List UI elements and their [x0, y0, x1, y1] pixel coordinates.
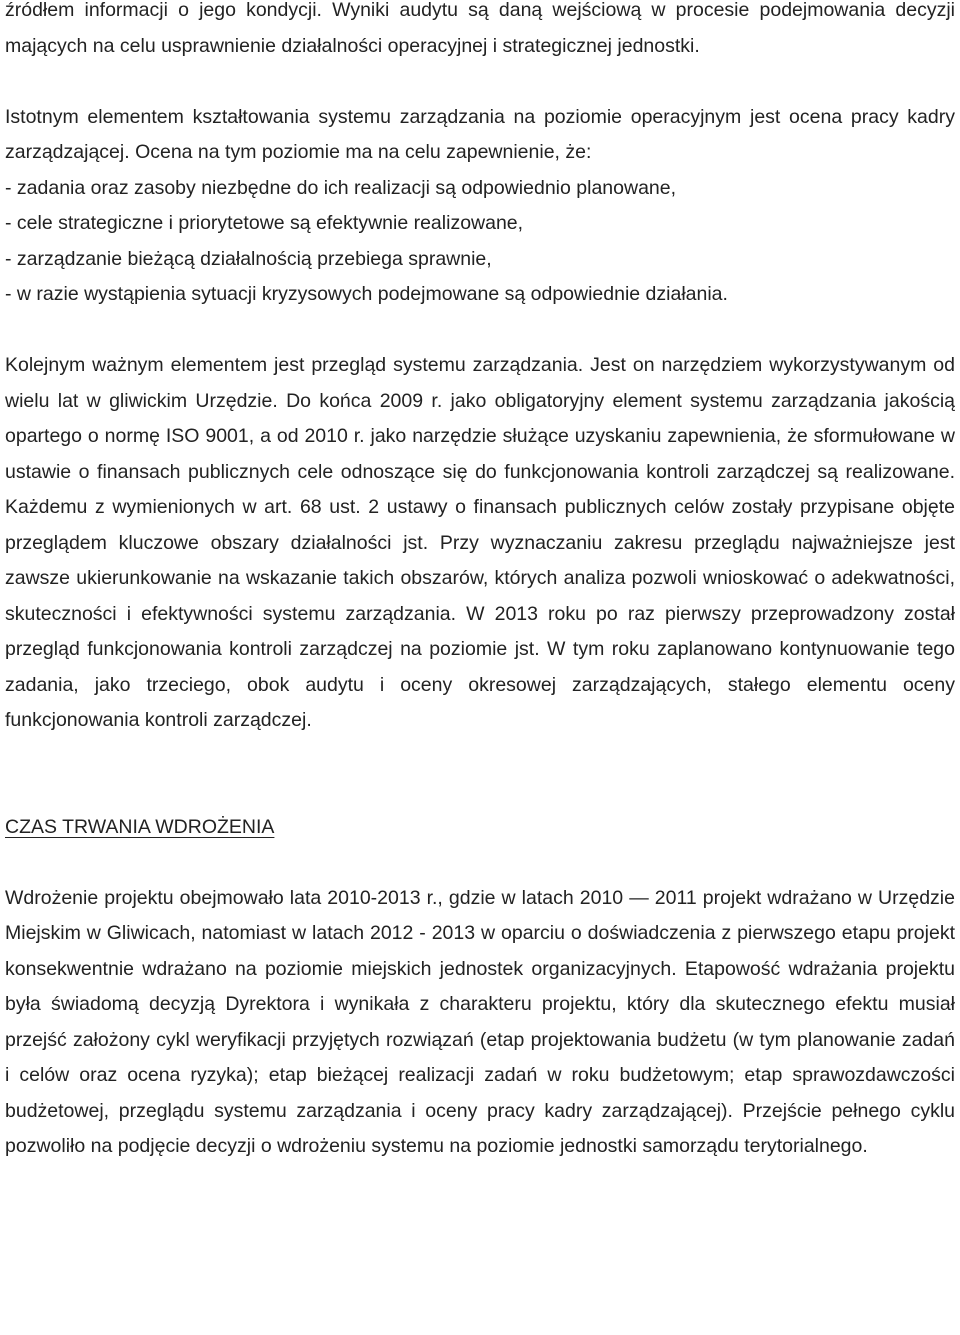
paragraph-implementation-period: Wdrożenie projektu obejmowało lata 2010-2013 r., gdzie w latach 2010 — 2011 projekt wdrażano w Urzędzie Miejskim w Gliwicach, natomiast w latach 2012 - 2013 w oparciu o doświadczenia z pierwszego etapu projekt konsekwentnie wdrażano na poziomie miejskich jednostek organizacyjnych. Etapowość wdrażania projektu była świadomą decyzją Dyrektora i wynikała z charakteru projektu, który dla skutecznego efektu musiał przejść założony cykl weryfikacji przyjętych rozwiązań (etap projektowania budżetu (w tym planowanie zadań i celów oraz ocena ryzyka); etap bieżącej realizacji zadań w roku budżetowym; etap sprawozdawczości budżetowej, przeglądu systemu zarządzania i oceny pracy kadry zarządzającej). Przejście pełnego cyklu pozwoliło na podjęcie decyzji o wdrożeniu systemu na poziomie jednostki samorządu terytorialnego. [5, 886, 955, 1157]
paragraph-spacer [5, 845, 955, 881]
paragraph-management-assessment: Istotnym elementem kształtowania systemu zarządzania na poziomie operacyjnym jest ocena pracy kadry zarządzającej. Ocena na tym poziomie ma na celu zapewnienie, że: [5, 105, 955, 163]
section-spacer [5, 739, 955, 810]
paragraph-management-review: Kolejnym ważnym elementem jest przegląd systemu zarządzania. Jest on narzędziem wykorzystywanym od wielu lat w gliwickim Urzędzie. Do końca 2009 r. jako obligatoryjny element systemu zarządzania jakością opartego o normę ISO 9001, a od 2010 r. jako narzędzie służące uzyskaniu zapewnienia, że sformułowane w ustawie o finansach publicznych cele odnoszące się do funkcjonowania kontroli zarządczej są realizowane. Każdemu z wymienionych w art. 68 ust. 2 ustawy o finansach publicznych celów zostały przypisane objęte przeglądem kluczowe obszary działalności jst. Przy wyznaczaniu zakresu przeglądu najważniejsze jest zawsze ukierunkowanie na wskazanie takich obszarów, których analiza pozwoli wnioskować o adekwatności, skuteczności i efektywności systemu zarządzania. W 2013 roku po raz pierwszy przeprowadzony został przegląd funkcjonowania kontroli zarządczej na poziomie jst. W tym roku zaplanowano kontynuowanie tego zadania, jako trzeciego, obok audytu i oceny okresowej zarządzających, stałego elementu oceny funkcjonowania kontroli zarządczej. [5, 354, 955, 731]
paragraph-spacer [5, 64, 955, 100]
list-item: - cele strategiczne i priorytetowe są efektywnie realizowane, [5, 212, 524, 234]
paragraph-spacer [5, 313, 955, 349]
list-item: - w razie wystąpienia sytuacji kryzysowych podejmowane są odpowiednie działania. [5, 283, 728, 305]
assessment-goals-list [5, 171, 955, 313]
paragraph-audit-results: źródłem informacji o jego kondycji. Wyniki audytu są daną wejściową w procesie podejmowania decyzji mających na celu usprawnienie działalności operacyjnej i strategicznej jednostki. [5, 0, 955, 57]
list-item: - zarządzanie bieżącą działalnością przebiega sprawnie, [5, 247, 492, 270]
section-heading: CZAS TRWANIA WDROŻENIA [5, 815, 275, 838]
list-item: - zadania oraz zasoby niezbędne do ich realizacji są odpowiednio planowane, [5, 176, 677, 199]
document-page [5, 0, 955, 1165]
